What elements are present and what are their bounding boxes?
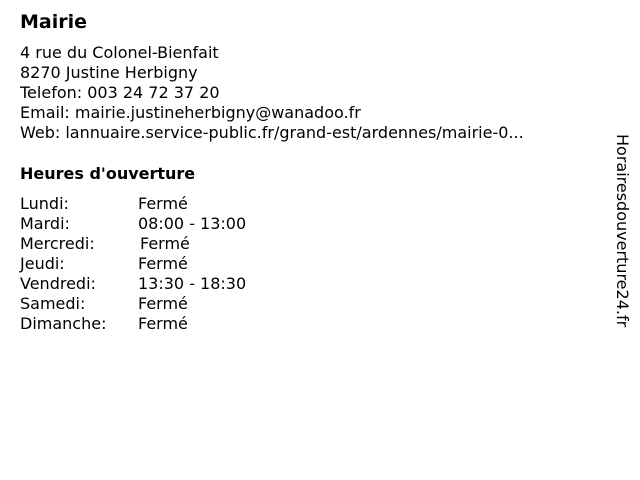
day-label: Samedi:: [20, 294, 86, 313]
page-title: Mairie: [20, 11, 88, 33]
address-city: 8270 Justine Herbigny: [20, 63, 198, 82]
day-hours: Fermé: [138, 254, 188, 273]
day-label: Mercredi:: [20, 234, 95, 253]
day-hours: Fermé: [138, 314, 188, 333]
day-hours: Fermé: [138, 194, 188, 213]
day-label: Dimanche:: [20, 314, 107, 333]
hours-row-samedi: [20, 294, 246, 314]
hours-row-jeudi: [20, 254, 246, 274]
day-label: Mardi:: [20, 214, 70, 233]
site-watermark: Horairesdouverture24.fr: [613, 134, 632, 328]
contact-info: [20, 43, 524, 143]
day-label: Lundi:: [20, 194, 69, 213]
hours-row-mercredi: [20, 234, 246, 254]
address-street: 4 rue du Colonel-Bienfait: [20, 43, 219, 62]
hours-row-mardi: [20, 214, 246, 234]
hours-row-dimanche: [20, 314, 246, 334]
day-label: Vendredi:: [20, 274, 96, 293]
hours-row-vendredi: [20, 274, 246, 294]
day-hours: 13:30 - 18:30: [138, 274, 247, 293]
opening-hours-table: [20, 194, 246, 334]
phone-number: Telefon: 003 24 72 37 20: [20, 83, 220, 102]
website-link: Web: lannuaire.service-public.fr/grand-est/ardennes/mairie-0...: [20, 123, 524, 142]
opening-hours-heading: Heures d'ouverture: [20, 164, 196, 183]
day-hours: Fermé: [138, 294, 188, 313]
day-hours: Fermé: [140, 234, 190, 253]
email-address: Email: mairie.justineherbigny@wanadoo.fr: [20, 103, 361, 122]
day-label: Jeudi:: [20, 254, 65, 273]
day-hours: 08:00 - 13:00: [138, 214, 247, 233]
hours-row-lundi: [20, 194, 246, 214]
